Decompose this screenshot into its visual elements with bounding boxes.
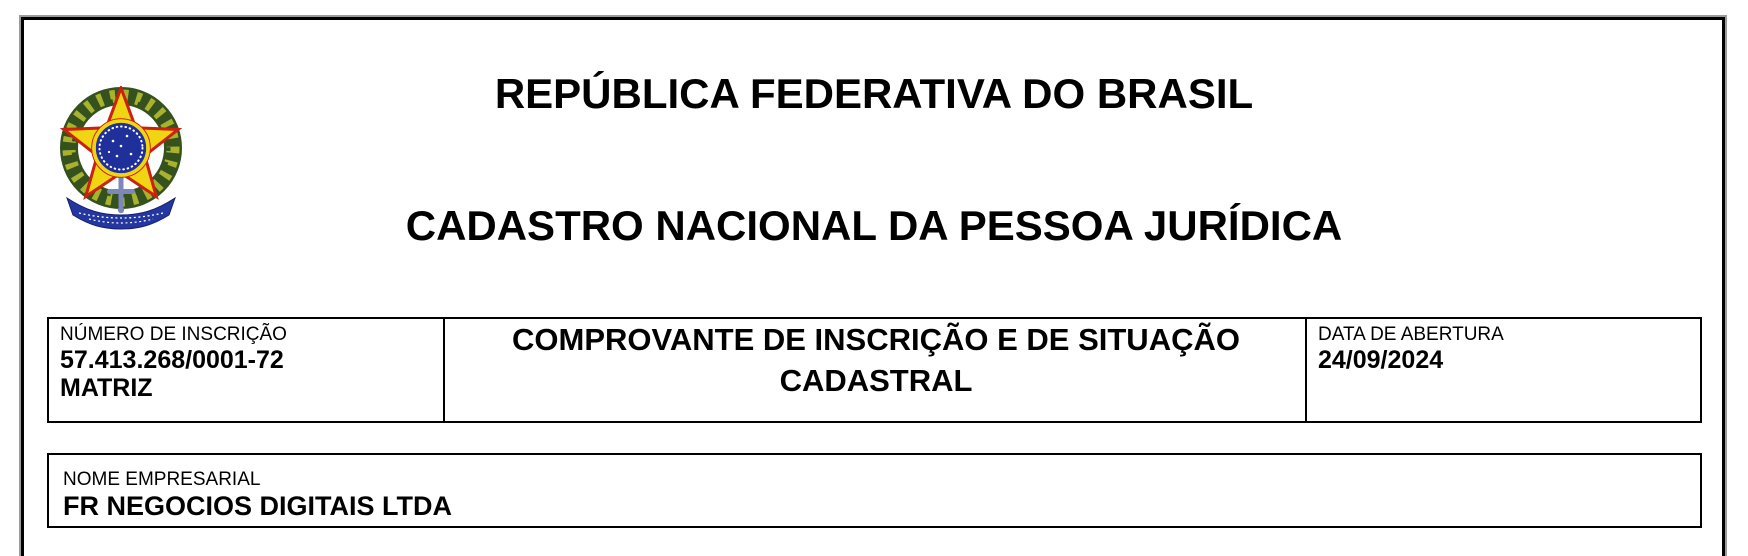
opening-date-value: 24/09/2024 bbox=[1318, 346, 1444, 374]
company-name-value: FR NEGOCIOS DIGITAIS LTDA bbox=[63, 491, 452, 521]
inscription-number-value: 57.413.268/0001-72 bbox=[60, 346, 284, 374]
company-name-box bbox=[47, 453, 1702, 528]
inscription-number-label: NÚMERO DE INSCRIÇÃO bbox=[60, 324, 287, 345]
certificate-title: COMPROVANTE DE INSCRIÇÃO E DE SITUAÇÃO CADASTRAL bbox=[512, 322, 1240, 398]
opening-date-label: DATA DE ABERTURA bbox=[1318, 324, 1504, 345]
republic-title: REPÚBLICA FEDERATIVA DO BRASIL bbox=[494, 70, 1254, 117]
inscription-number-box bbox=[47, 317, 445, 423]
certificate-title-box bbox=[443, 317, 1309, 423]
branch-type-value: MATRIZ bbox=[60, 374, 153, 402]
company-name-label: NOME EMPRESARIAL bbox=[63, 469, 261, 490]
registry-title: CADASTRO NACIONAL DA PESSOA JURÍDICA bbox=[405, 202, 1343, 249]
opening-date-box bbox=[1305, 317, 1702, 423]
